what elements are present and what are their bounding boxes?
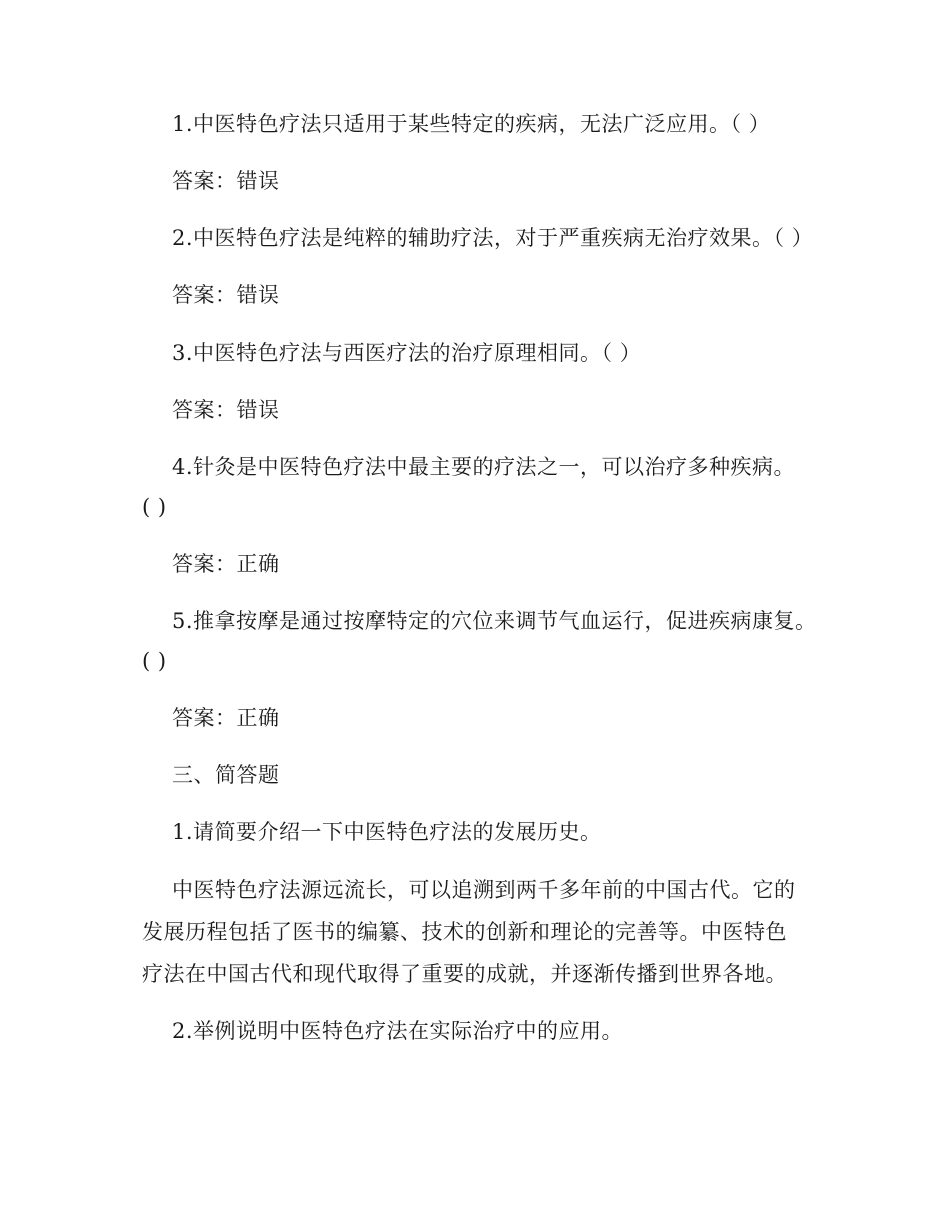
question-1: 1.中医特色疗法只适用于某些特定的疾病，无法广泛应用。（ ）	[172, 112, 771, 136]
short-answer-1-line-2: 发展历程包括了医书的编纂、技术的创新和理论的完善等。中医特色	[142, 920, 787, 944]
section-title: 三、简答题	[172, 763, 280, 787]
answer-4: 答案：正确	[172, 552, 280, 576]
short-question-1: 1.请简要介绍一下中医特色疗法的发展历史。	[172, 820, 602, 844]
question-5-continuation: ( )	[142, 649, 167, 673]
question-4-continuation: ( )	[142, 495, 167, 519]
question-2: 2.中医特色疗法是纯粹的辅助疗法，对于严重疾病无治疗效果。（ ）	[172, 226, 814, 250]
short-question-2: 2.举例说明中医特色疗法在实际治疗中的应用。	[172, 1019, 624, 1043]
short-answer-1-line-1: 中医特色疗法源远流长，可以追溯到两千多年前的中国古代。它的	[172, 878, 796, 902]
short-answer-1-line-3: 疗法在中国古代和现代取得了重要的成就，并逐渐传播到世界各地。	[142, 962, 787, 986]
question-3: 3.中医特色疗法与西医疗法的治疗原理相同。（ ）	[172, 341, 642, 365]
answer-1: 答案：错误	[172, 169, 280, 193]
answer-3: 答案：错误	[172, 398, 280, 422]
answer-5: 答案：正确	[172, 706, 280, 730]
answer-2: 答案：错误	[172, 283, 280, 307]
question-5: 5.推拿按摩是通过按摩特定的穴位来调节气血运行，促进疾病康复。	[172, 609, 817, 633]
question-4: 4.针灸是中医特色疗法中最主要的疗法之一，可以治疗多种疾病。	[172, 455, 796, 479]
